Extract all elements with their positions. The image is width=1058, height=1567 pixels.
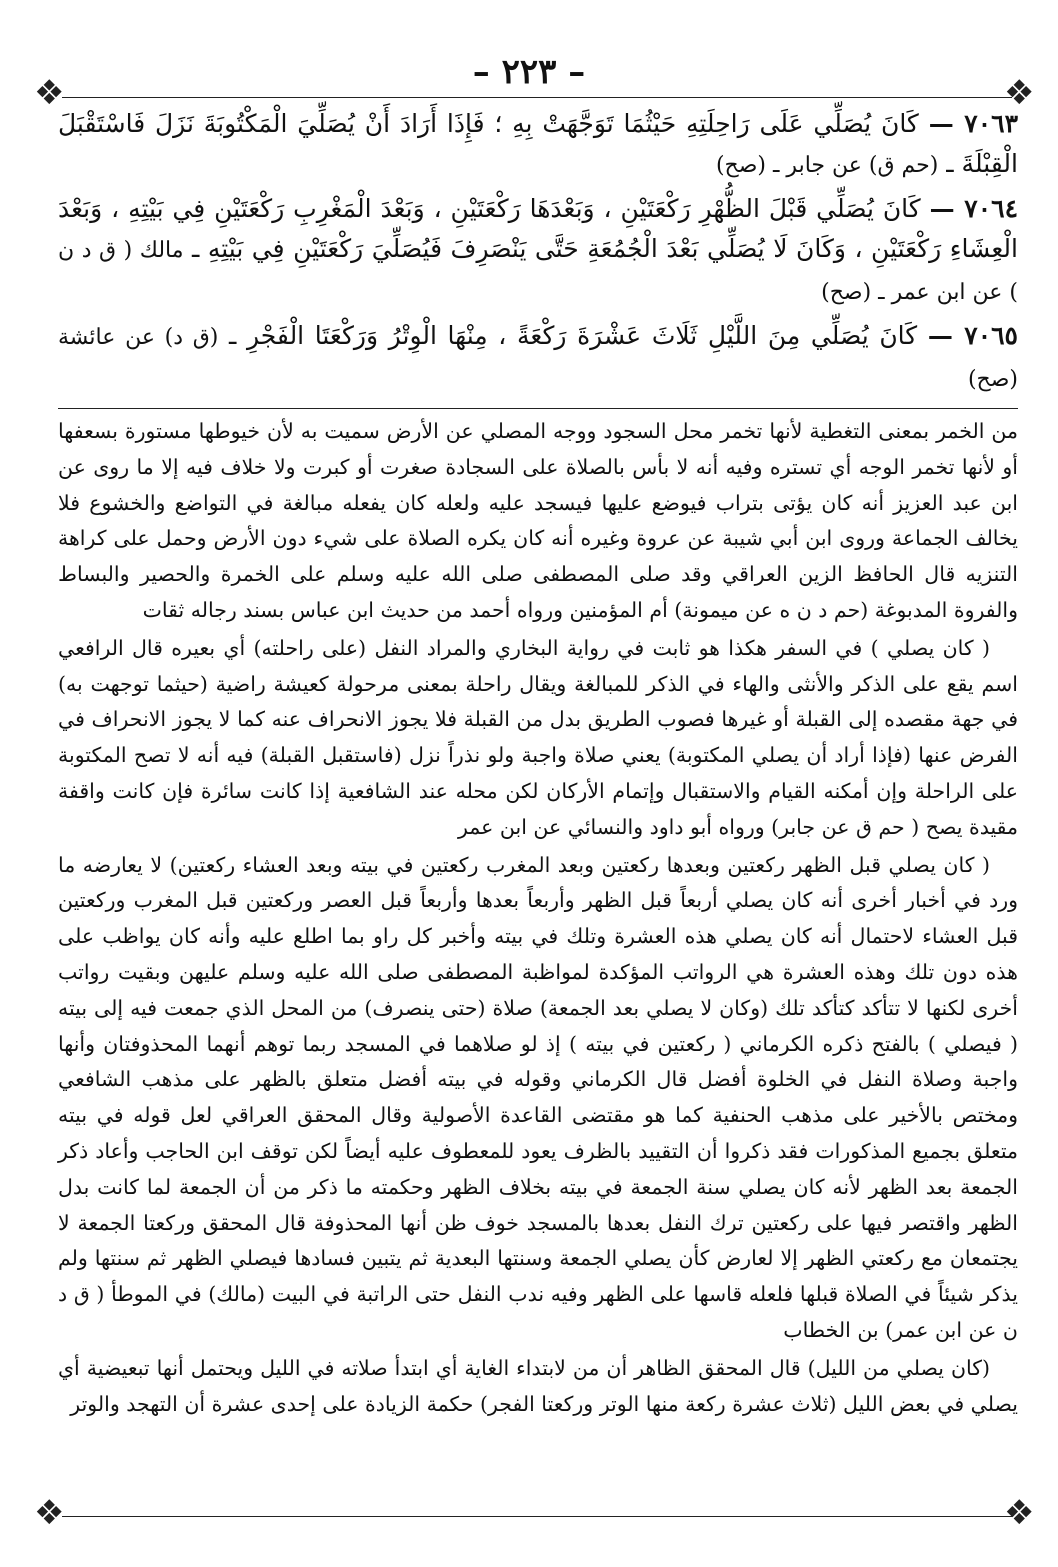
hadith-number: ٧٠٦٥ —	[927, 321, 1018, 350]
commentary-paragraph: (كان يصلي من الليل) قال المحقق الظاهر أن من لابتداء الغاية أي ابتدأ صلاته في الليل ويحتمل أنها تبعيضية أي يصلي في بعض الليل (ثلاث عشرة ركعة منها الوتر وركعتا الفجر) حكمة الزيادة على إحدى عشرة أن التهجد والوتر	[58, 1355, 1018, 1416]
hadith-number: ٧٠٦٣ —	[928, 109, 1018, 138]
corner-ornament-icon: ❖	[1004, 73, 1035, 113]
hadith-entry	[58, 104, 1018, 186]
hadith-entry	[58, 189, 1018, 313]
top-frame-rule	[62, 97, 1012, 98]
hadith-number: ٧٠٦٤ —	[929, 194, 1018, 223]
hadith-source: (حم ق) عن جابر ـ (صح)	[715, 153, 939, 178]
hadith-entry	[58, 316, 1018, 400]
commentary-section	[58, 414, 1018, 1424]
commentary-paragraph: ( كان يصلي ) في السفر هكذا هو ثابت في رواية البخاري والمراد النفل (على راحلته) أي بعيره قال الرافعي اسم يقع على الذكر والأنثى والهاء في الذكر للمبالغة ويقال راحلة بمعنى مرحولة كعيشة راضية (حيثما توجهت به) في جهة مقصده إلى القبلة أو غيرها فصوب الطريق بدل من القبلة فلا يجوز الانحراف عنه كما لا يجوز الانحراف في الفرض عنها (فإذا أراد أن يصلي المكتوبة) يعني صلاة واجبة ولو نذراً نزل (فاستقبل القبلة) فيه أنه لا تصح المكتوبة على الراحلة وإن أمكنه القيام والاستقبال وإتمام الأركان لكن محله عند الشافعية إذا كانت سائرة فإن كانت واقفة مقيدة يصح ( حم ق عن جابر) ورواه أبو داود والنسائي عن ابن عمر	[58, 635, 1018, 839]
bottom-frame-rule	[62, 1516, 1012, 1517]
hadith-text: كَانَ يُصَلِّي قَبْلَ الظُّهْرِ رَكْعَتَيْنِ ، وَبَعْدَهَا رَكْعَتَيْنِ ، وَبَعْدَ الْمَغْرِبِ رَكْعَتَيْنِ فِي بَيْتِهِ ، وَبَعْدَ الْعِشَاءِ رَكْعَتَيْنِ ، وَكَانَ لَا يُصَلِّي بَعْدَ الْجُمُعَةِ حَتَّى يَنْصَرِفَ فَيُصَلِّيَ رَكْعَتَيْنِ فِي بَيْتِهِ ـ	[58, 194, 1018, 263]
hadith-text: كَانَ يُصَلِّي عَلَى رَاحِلَتِهِ حَيْثُمَا تَوَجَّهَتْ بِهِ ؛ فَإِذَا أَرَادَ أَنْ يُصَلِّيَ الْمَكْتُوبَةَ نَزَلَ فَاسْتَقْبَلَ الْقِبْلَةَ ـ	[58, 109, 1018, 178]
corner-ornament-icon: ❖	[34, 1493, 65, 1533]
hadith-section	[58, 104, 1018, 403]
hadith-source: (ق د) عن عائشة (صح)	[58, 325, 1018, 392]
commentary-paragraph: ( كان يصلي قبل الظهر ركعتين وبعدها ركعتين وبعد المغرب ركعتين في بيته وبعد العشاء ركعتين) لا يعارضه ما ورد في أخبار أخرى أنه كان يصلي أربعاً قبل الظهر وأربعاً بعدها وأربعاً قبل العصر وركعتين قبل المغرب وركعتين قبل العشاء لاحتمال أنه كان يصلي هذه العشرة وتلك في بيته وأخبر كل راو بما اطلع عليه وأنه كان يواظب على هذه دون تلك وهذه العشرة هي الرواتب المؤكدة لمواظبة المصطفى صلى الله عليه وسلم عليهن وبقيت رواتب أخرى لكنها لا تتأكد كتأكد تلك (وكان لا يصلي بعد الجمعة) صلاة (حتى ينصرف) من المحل الذي جمعت فيه إلى بيته ( فيصلي ) بالفتح ذكره الكرماني ( ركعتين في بيته ) إذ لو صلاهما في المسجد ربما توهم أنهما المحذوفتان وأنها واجبة وصلاة النفل في الخلوة أفضل قال الكرماني وقوله في بيته أفضل متعلق بالظهر على مذهب الشافعي ومختص بالأخير على مذهب الحنفية كما هو مقتضى القاعدة الأصولية وقال المحقق العراقي لعل قوله في بيته متعلق بجميع المذكورات فقد ذكروا أن التقييد بالظرف يعود للمعطوف عليه أيضاً لكن توقف ابن الحاجب وأعاد ذكر الجمعة بعد الظهر لأنه كان يصلي سنة الجمعة في بيته بخلاف الظهر وحكمته ما ذكر من أن الجمعة لما كانت بدل الظهر واقتصر فيها على ركعتين ترك النفل بعدها بالمسجد خوف ظن أنها المحذوفة قال المحقق وركعتا الجمعة لا يجتمعان مع ركعتي الظهر إلا لعارض كأن يصلي الجمعة وسنتها البعدية ثم يتبين فسادها فيصلي الظهر ثم سنتها ولم يذكر شيئاً في الصلاة قبلها فلعله قاسها على الظهر وفيه ندب النفل حتى الراتبة في البيت (مالك) في الموطأ ( ق د ن عن ابن عمر) بن الخطاب	[58, 852, 1018, 1342]
corner-ornament-icon: ❖	[34, 73, 65, 113]
hadith-source: مالك ( ق د ن ) عن ابن عمر ـ (صح)	[58, 238, 1018, 305]
hadith-text: كَانَ يُصَلِّي مِنَ اللَّيْلِ ثَلَاثَ عَشْرَةَ رَكْعَةً ، مِنْهَا الْوِتْرُ وَرَكْعَتَا الْفَجْرِ ـ	[229, 321, 918, 350]
commentary-paragraph: من الخمر بمعنى التغطية لأنها تخمر محل السجود ووجه المصلي عن الأرض سميت به لأن خيوطها مستورة بسعفها أو لأنها تخمر الوجه أي تستره وفيه أنه لا بأس بالصلاة على السجادة صغرت أو كبرت ولا خلاف فيه إلا ما روى عن ابن عبد العزيز أنه كان يؤتى بتراب فيوضع عليها فيسجد عليه ولعله كان يفعله مبالغة في التواضع والخشوع فلا يخالف الجماعة وروى ابن أبي شيبة عن عروة وغيره أنه كان يكره الصلاة على شيء دون الأرض وحمل على كراهة التنزيه قال الحافظ الزين العراقي وقد صلى المصطفى صلى الله عليه وسلم على الخمرة والحصير والبساط والفروة المدبوغة (حم د ن ه عن ميمونة) أم المؤمنين ورواه أحمد من حديث ابن عباس بسند رجاله ثقات	[58, 419, 1018, 622]
page-number: – ٢٢٣ –	[472, 52, 586, 92]
section-separator	[58, 408, 1018, 409]
corner-ornament-icon: ❖	[1004, 1493, 1035, 1533]
